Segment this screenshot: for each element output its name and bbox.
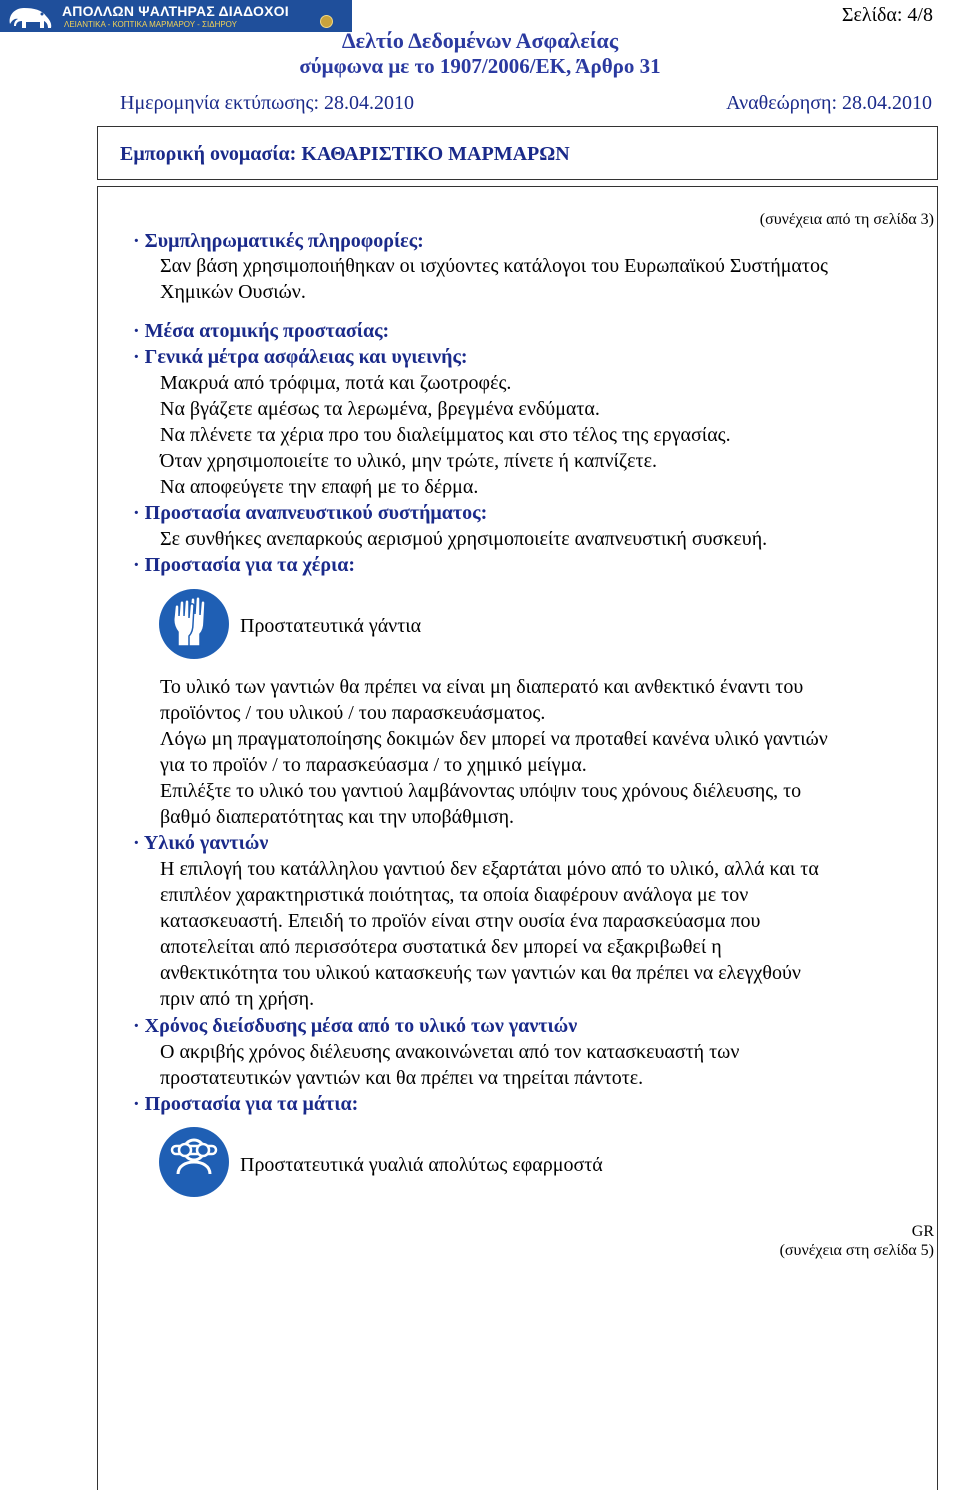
- text-line: Επιλέξτε το υλικό του γαντιού λαμβάνοντας υπόψιν τους χρόνους διέλευσης, το: [160, 780, 802, 802]
- document-title: Δελτίο Δεδομένων Ασφαλείας: [341, 28, 619, 53]
- text-line: Το υλικό των γαντιών θα πρέπει να είναι μη διαπερατό και ανθεκτικό έναντι του: [160, 676, 804, 698]
- goggles-icon: [158, 1126, 230, 1198]
- text-line: Μακρυά από τρόφιμα, ποτά και ζωοτροφές.: [160, 372, 512, 394]
- text-line: προϊόντος / του υλικού / του παρασκευάσματος.: [160, 702, 546, 724]
- hygiene-heading: · Γενικά μέτρα ασφάλειας και υγιεινής:: [133, 346, 468, 368]
- ppe-heading: · Μέσα ατομικής προστασίας:: [133, 320, 390, 342]
- gloves-icon: [158, 588, 230, 660]
- trade-name: Εμπορική ονομασία: ΚΑΘΑΡΙΣΤΙΚΟ ΜΑΡΜΑΡΩΝ: [120, 143, 570, 165]
- trade-name-box: [97, 126, 938, 180]
- text-line: Χημικών Ουσιών.: [160, 281, 306, 303]
- page-number: Σελίδα: 4/8: [841, 4, 933, 26]
- text-line: Να αποφεύγετε την επαφή με το δέρμα.: [160, 476, 479, 498]
- text-line: κατασκευαστή. Επειδή το προϊόν είναι στην ουσία ένα παρασκεύασμα που: [160, 910, 761, 932]
- penetration-time-heading: · Χρόνος διείσδυσης μέσα από το υλικό των γαντιών: [133, 1015, 578, 1037]
- eye-protection-heading: · Προστασία για τα μάτια:: [133, 1093, 359, 1115]
- document-subtitle: σύμφωνα με το 1907/2006/ΕΚ, Άρθρο 31: [299, 54, 661, 78]
- text-line: Όταν χρησιμοποιείτε το υλικό, μην τρώτε, πίνετε ή καπνίζετε.: [160, 450, 657, 472]
- text-line: βαθμό διαπερατότητας και την υποβάθμιση.: [160, 806, 515, 828]
- goggles-label: Προστατευτικά γυαλιά απολύτως εφαρμοστά: [240, 1154, 603, 1176]
- text-line: αποτελείται από περισσότερα συστατικά δεν μπορεί να εξακριβωθεί η: [160, 936, 722, 958]
- text-line: ανθεκτικότητα του υλικού κατασκευής των γαντιών και θα πρέπει να ελεγχθούν: [160, 962, 801, 984]
- emblem-icon: [320, 15, 333, 28]
- company-name: ΑΠΟΛΛΩΝ ΨΑΛΤΗΡΑΣ ΔΙΑΔΟΧΟΙ: [62, 3, 289, 19]
- text-line: για το προϊόν / το παρασκεύασμα / το χημικό μείγμα.: [160, 754, 587, 776]
- text-line: Ο ακριβής χρόνος διέλευσης ανακοινώνεται από τον κατασκευαστή των: [160, 1041, 740, 1063]
- print-date: Ημερομηνία εκτύπωσης: 28.04.2010: [120, 92, 415, 114]
- continued-from: (συνέχεια από τη σελίδα 3): [759, 211, 934, 228]
- elephant-icon: [4, 2, 56, 30]
- text-line: Να πλένετε τα χέρια προ του διαλείμματος και στο τέλος της εργασίας.: [160, 424, 731, 446]
- text-line: Σαν βάση χρησιμοποιήθηκαν οι ισχύοντες κατάλογοι του Ευρωπαϊκού Συστήματος: [160, 255, 828, 277]
- text-line: Να βγάζετε αμέσως τα λερωμένα, βρεγμένα ενδύματα.: [160, 398, 600, 420]
- hand-protection-heading: · Προστασία για τα χέρια:: [133, 554, 356, 576]
- country-code: GR: [911, 1223, 934, 1240]
- text-line: Σε συνθήκες ανεπαρκούς αερισμού χρησιμοποιείτε αναπνευστική συσκευή.: [160, 528, 768, 550]
- text-line: Η επιλογή του κατάλληλου γαντιού δεν εξαρτάται μόνο από το υλικό, αλλά και τα: [160, 858, 819, 880]
- additional-info-heading: · Συμπληρωματικές πληροφορίες:: [133, 230, 424, 252]
- company-tagline: ΛΕΙΑΝΤΙΚΑ - ΚΟΠΤΙΚΑ ΜΑΡΜΑΡΟΥ - ΣΙΔΗΡΟΥ: [64, 20, 237, 29]
- glove-material-heading: · Υλικό γαντιών: [133, 832, 269, 854]
- text-line: επιπλέον χαρακτηριστικά ποιότητας, τα οποία διαφέρουν ανάλογα με τον: [160, 884, 749, 906]
- gloves-label: Προστατευτικά γάντια: [240, 615, 422, 637]
- text-line: Λόγω μη πραγματοποίησης δοκιμών δεν μπορεί να προταθεί κανένα υλικό γαντιών: [160, 728, 828, 750]
- respiratory-heading: · Προστασία αναπνευστικού συστήματος:: [133, 502, 488, 524]
- text-line: προστατευτικών γαντιών και θα πρέπει να τηρείται πάντοτε.: [160, 1067, 644, 1089]
- revision-date: Αναθεώρηση: 28.04.2010: [726, 92, 932, 114]
- text-line: πριν από τη χρήση.: [160, 988, 315, 1010]
- continued-on: (συνέχεια στη σελίδα 5): [779, 1242, 934, 1259]
